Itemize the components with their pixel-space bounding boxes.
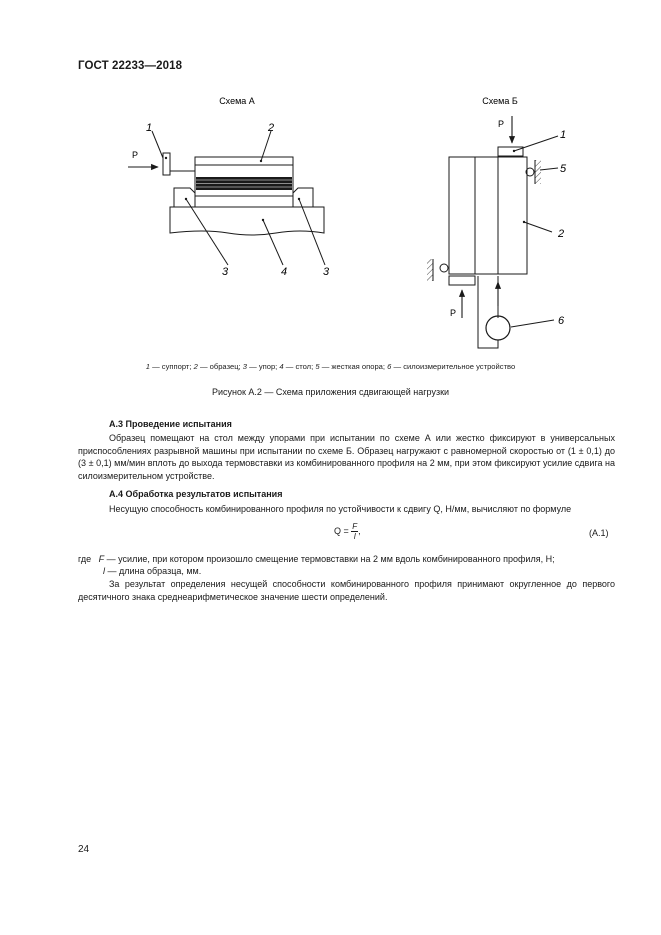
label-b-5: 5 xyxy=(560,163,567,175)
support-b-top xyxy=(498,147,523,156)
measuring-device xyxy=(486,316,510,340)
force-label-b-bottom: P xyxy=(450,308,457,318)
paragraph-a4-intro: Несущую способность комбинированного профиля по устойчивости к сдвигу Q, Н/мм, вычисляют по формуле xyxy=(109,504,572,514)
formula-a1: Q = $\frac{F}{l}$ , xyxy=(334,522,361,541)
figure-caption: Рисунок А.2 — Схема приложения сдвигающей нагрузки xyxy=(211,387,450,397)
stop-right xyxy=(293,188,313,207)
figure-legend: 1 — суппорт; 2 — образец; 3 — упор; 4 — стол; 5 — жесткая опора; 6 — силоизмерительное устройство xyxy=(145,362,516,371)
formula-number: (А.1) xyxy=(589,528,609,538)
force-label-b-top: P xyxy=(498,119,505,129)
heading-a3: А.3 Проведение испытания xyxy=(109,419,232,429)
scheme-a-drawing xyxy=(128,131,325,265)
document-header: ГОСТ 22233—2018 xyxy=(78,60,183,72)
paragraph-a3: Образец помещают на стол между упорами при испытании по схеме А или жестко фиксируют в универсальных приспособлениях разрывной машины при испытании по схеме Б. Образец нагружают с равномерной скоростью от (1 ± 0,1) до (3 ± 0,1) мм/мин вплоть до выхода термовставки из комбинированного профиля на 2 мм, при этом фиксируют усилие сдвига на силоизмерительном устройстве. xyxy=(78,433,615,481)
paragraph-a4-result: За результат определения несущей способности комбинированного профиля принимают округленное до первого десятичного знака среднеарифметическое значение шести определений. xyxy=(78,579,615,602)
label-a-2: 2 xyxy=(268,122,275,134)
scheme-b-title: Схема Б xyxy=(482,96,518,106)
scheme-b-drawing xyxy=(427,116,558,348)
heading-a4: А.4 Обработка результатов испытания xyxy=(109,489,283,499)
stop-left xyxy=(174,188,195,207)
formula-where-l: l — длина образца, мм. xyxy=(103,566,202,576)
label-a-1: 1 xyxy=(146,122,153,134)
page-number: 24 xyxy=(78,844,90,855)
label-a-3-left: 3 xyxy=(222,266,229,278)
label-a-4: 4 xyxy=(281,266,288,278)
specimen-b xyxy=(449,157,527,274)
figure-a2 xyxy=(0,0,661,360)
label-b-2: 2 xyxy=(558,228,565,240)
table-a xyxy=(170,207,324,235)
label-b-1: 1 xyxy=(560,129,567,141)
force-label-a: P xyxy=(132,150,139,160)
label-b-6: 6 xyxy=(558,315,565,327)
label-a-3-right: 3 xyxy=(323,266,330,278)
scheme-a-title: Схема А xyxy=(219,96,255,106)
support-b-bottom xyxy=(449,276,475,285)
support-a xyxy=(163,153,170,175)
formula-where-f: где F — усилие, при котором произошло смещение термовставки на 2 мм вдоль комбинированного профиля, Н; xyxy=(78,554,555,564)
